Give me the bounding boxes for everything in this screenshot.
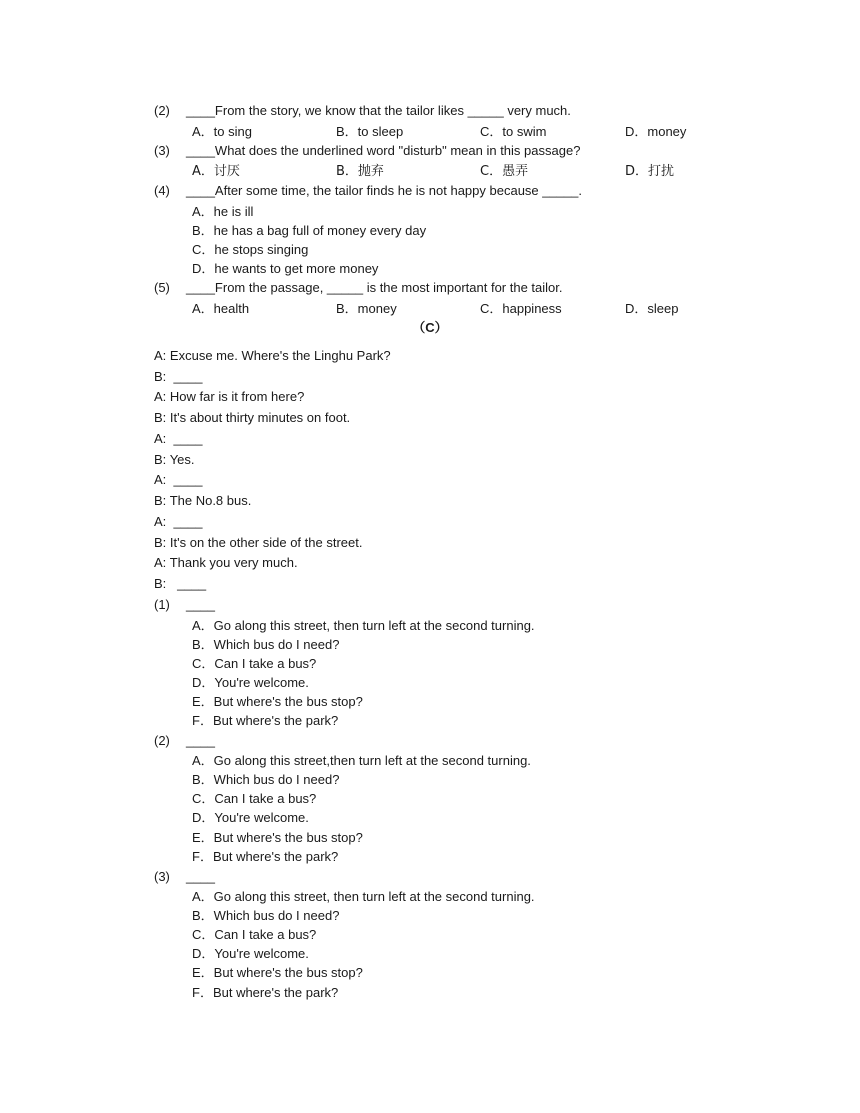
option-b: B．to sleep: [336, 124, 404, 139]
dialogue-line: [154, 575, 206, 593]
option-c: C．愚弄: [480, 164, 529, 179]
question-text-start: After some time, the tailor finds he is not happy because: [214, 183, 543, 198]
speaker: B:: [154, 576, 167, 591]
option-b: B．Which bus do I need?: [192, 637, 340, 652]
option-c: C．to swim: [480, 124, 547, 139]
speaker: A:: [154, 555, 167, 570]
answer-blank: ____: [186, 143, 215, 158]
option-d: D．sleep: [625, 301, 679, 316]
question-number: (3): [154, 143, 170, 158]
option-c: C．Can I take a bus?: [192, 791, 317, 806]
question-number: (4): [154, 183, 170, 198]
speaker: B:: [154, 535, 167, 550]
dialogue-line: [154, 347, 391, 365]
option-d: D．You're welcome.: [192, 946, 309, 961]
dialogue-line: [154, 409, 350, 427]
inline-blank: _____: [326, 280, 364, 295]
speaker: A:: [154, 472, 167, 487]
dialogue-text: The No.8 bus.: [169, 493, 252, 508]
option-d: D．he wants to get more money: [192, 261, 379, 276]
answer-blank: ____: [186, 103, 215, 118]
option-a: A．Go along this street,then turn left at the second turning.: [192, 753, 531, 768]
option-e: E．But where's the bus stop?: [192, 694, 363, 709]
option-c: C．he stops singing: [192, 242, 309, 257]
dialogue-text: Yes.: [169, 452, 195, 467]
dialogue-line: [154, 492, 251, 510]
dialogue-line: [154, 513, 202, 531]
dialogue-line: [154, 451, 195, 469]
question-text-start: From the passage,: [214, 280, 327, 295]
option-b: B．抛弃: [336, 164, 384, 179]
question-text-end: .: [578, 183, 583, 198]
option-a: A．he is ill: [192, 204, 254, 219]
answer-blank: ____: [186, 597, 215, 612]
option-d: D．money: [625, 124, 687, 139]
answer-blank: ____: [186, 183, 215, 198]
dialogue-line: [154, 368, 202, 386]
dialogue-line: [154, 430, 202, 448]
dialogue-line: [154, 471, 202, 489]
option-c: C．Can I take a bus?: [192, 927, 317, 942]
option-f: F．But where's the park?: [192, 985, 339, 1000]
question-text-start: From the story, we know that the tailor likes: [214, 103, 468, 118]
question-text: What does the underlined word "disturb" mean in this passage?: [214, 143, 581, 158]
option-c: C．happiness: [480, 301, 562, 316]
option-d: D．打扰: [625, 164, 675, 179]
dialogue-blank: ____: [173, 431, 203, 446]
dialogue-blank: ____: [173, 369, 203, 384]
dialogue-text: Thank you very much.: [169, 555, 298, 570]
option-e: E．But where's the bus stop?: [192, 830, 363, 845]
option-d: D．You're welcome.: [192, 810, 309, 825]
option-f: F．But where's the park?: [192, 713, 339, 728]
dialogue-line: [154, 388, 304, 406]
option-a: A．Go along this street, then turn left at the second turning.: [192, 889, 535, 904]
speaker: A:: [154, 348, 167, 363]
speaker: A:: [154, 389, 167, 404]
question-text-end: very much.: [503, 103, 571, 118]
option-a: A．to sing: [192, 124, 252, 139]
dialogue-text: It's on the other side of the street.: [169, 535, 363, 550]
speaker: A:: [154, 431, 167, 446]
question-number: (3): [154, 869, 170, 884]
speaker: B:: [154, 452, 167, 467]
section-title: （C）: [412, 320, 448, 335]
dialogue-line: [154, 554, 298, 572]
option-a: A．Go along this street, then turn left at the second turning.: [192, 618, 535, 633]
dialogue-line: [154, 534, 362, 552]
dialogue-text: It's about thirty minutes on foot.: [169, 410, 351, 425]
question-number: (2): [154, 103, 170, 118]
option-b: B．he has a bag full of money every day: [192, 223, 427, 238]
option-f: F．But where's the park?: [192, 849, 339, 864]
speaker: B:: [154, 493, 167, 508]
inline-blank: _____: [542, 183, 579, 198]
option-d: D．You're welcome.: [192, 675, 309, 690]
question-text-end: is the most important for the tailor.: [363, 280, 563, 295]
answer-blank: ____: [186, 733, 215, 748]
answer-blank: ____: [186, 280, 215, 295]
option-a: A．讨厌: [192, 164, 240, 179]
answer-blank: ____: [186, 869, 215, 884]
option-b: B．money: [336, 301, 397, 316]
option-b: B．Which bus do I need?: [192, 772, 340, 787]
question-number: (1): [154, 597, 170, 612]
dialogue-text: Excuse me. Where's the Linghu Park?: [169, 348, 391, 363]
dialogue-text: How far is it from here?: [169, 389, 305, 404]
speaker: A:: [154, 514, 167, 529]
dialogue-blank: ____: [177, 576, 207, 591]
dialogue-blank: ____: [173, 472, 203, 487]
dialogue-blank: ____: [173, 514, 203, 529]
speaker: B:: [154, 369, 167, 384]
question-number: (5): [154, 280, 170, 295]
speaker: B:: [154, 410, 167, 425]
option-e: E．But where's the bus stop?: [192, 965, 363, 980]
question-number: (2): [154, 733, 170, 748]
option-b: B．Which bus do I need?: [192, 908, 340, 923]
inline-blank: _____: [467, 103, 504, 118]
option-a: A．health: [192, 301, 250, 316]
option-c: C．Can I take a bus?: [192, 656, 317, 671]
